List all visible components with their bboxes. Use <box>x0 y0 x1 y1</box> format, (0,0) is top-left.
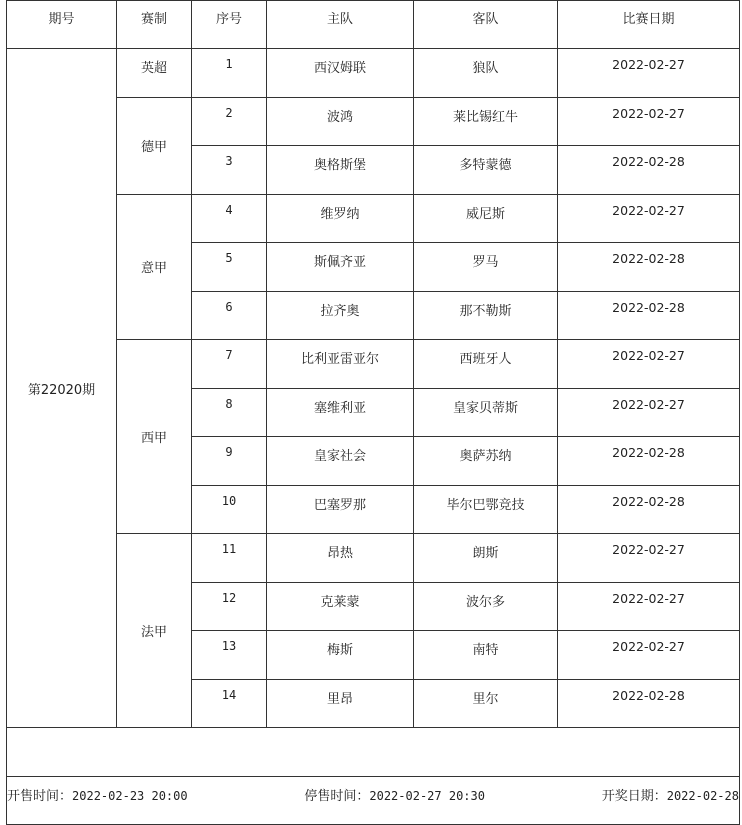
seq-cell: 3 <box>192 146 267 195</box>
seq-cell: 7 <box>192 340 267 389</box>
home-team-cell: 维罗纳 <box>267 194 414 243</box>
away-team-cell: 威尼斯 <box>414 194 558 243</box>
home-team-cell: 梅斯 <box>267 631 414 680</box>
blank-cell <box>7 728 740 777</box>
blank-row <box>7 728 740 777</box>
seq-cell: 13 <box>192 631 267 680</box>
league-cell-premier: 英超 <box>117 49 192 98</box>
seq-cell: 6 <box>192 291 267 340</box>
draw-date-label: 开奖日期： <box>601 788 667 804</box>
home-team-cell: 塞维利亚 <box>267 388 414 437</box>
match-date-cell: 2022-02-28 <box>558 485 740 534</box>
sale-start-info <box>7 785 188 804</box>
match-date-cell: 2022-02-27 <box>558 388 740 437</box>
away-team-cell: 里尔 <box>414 679 558 728</box>
header-home-team: 主队 <box>267 1 414 49</box>
match-date-cell: 2022-02-27 <box>558 49 740 98</box>
match-schedule-table <box>6 0 740 825</box>
seq-cell: 8 <box>192 388 267 437</box>
home-team-cell: 比利亚雷亚尔 <box>267 340 414 389</box>
seq-cell: 5 <box>192 243 267 292</box>
away-team-cell: 南特 <box>414 631 558 680</box>
home-team-cell: 西汉姆联 <box>267 49 414 98</box>
home-team-cell: 里昂 <box>267 679 414 728</box>
away-team-cell: 那不勒斯 <box>414 291 558 340</box>
header-issue: 期号 <box>7 1 117 49</box>
home-team-cell: 拉齐奥 <box>267 291 414 340</box>
league-cell-serie-a: 意甲 <box>117 194 192 340</box>
away-team-cell: 莱比锡红牛 <box>414 97 558 146</box>
match-date-cell: 2022-02-27 <box>558 582 740 631</box>
seq-cell: 14 <box>192 679 267 728</box>
footer-info <box>7 785 739 804</box>
match-date-cell: 2022-02-27 <box>558 534 740 583</box>
match-date-cell: 2022-02-27 <box>558 97 740 146</box>
away-team-cell: 毕尔巴鄂竞技 <box>414 485 558 534</box>
header-seq: 序号 <box>192 1 267 49</box>
table-row <box>7 340 740 389</box>
issue-number-cell: 第22020期 <box>7 49 117 728</box>
seq-cell: 2 <box>192 97 267 146</box>
away-team-cell: 皇家贝蒂斯 <box>414 388 558 437</box>
footer-cell <box>7 776 740 825</box>
home-team-cell: 奥格斯堡 <box>267 146 414 195</box>
table-row <box>7 49 740 98</box>
away-team-cell: 奥萨苏纳 <box>414 437 558 486</box>
seq-cell: 10 <box>192 485 267 534</box>
table-row <box>7 97 740 146</box>
footer-row <box>7 776 740 825</box>
header-away-team: 客队 <box>414 1 558 49</box>
home-team-cell: 皇家社会 <box>267 437 414 486</box>
home-team-cell: 巴塞罗那 <box>267 485 414 534</box>
home-team-cell: 斯佩齐亚 <box>267 243 414 292</box>
table-row <box>7 534 740 583</box>
match-date-cell: 2022-02-28 <box>558 679 740 728</box>
away-team-cell: 波尔多 <box>414 582 558 631</box>
away-team-cell: 罗马 <box>414 243 558 292</box>
header-row <box>7 1 740 49</box>
sale-start-label: 开售时间： <box>7 788 73 804</box>
match-date-cell: 2022-02-27 <box>558 194 740 243</box>
home-team-cell: 波鸿 <box>267 97 414 146</box>
seq-cell: 12 <box>192 582 267 631</box>
seq-cell: 9 <box>192 437 267 486</box>
seq-cell: 11 <box>192 534 267 583</box>
seq-cell: 1 <box>192 49 267 98</box>
table-row <box>7 194 740 243</box>
draw-date-info <box>602 785 739 804</box>
draw-date-value: 2022-02-28 <box>666 788 739 803</box>
away-team-cell: 多特蒙德 <box>414 146 558 195</box>
match-date-cell: 2022-02-28 <box>558 291 740 340</box>
sale-start-value: 2022-02-23 20:00 <box>72 788 188 803</box>
header-league: 赛制 <box>117 1 192 49</box>
match-date-cell: 2022-02-27 <box>558 631 740 680</box>
league-cell-ligue-1: 法甲 <box>117 534 192 728</box>
league-cell-la-liga: 西甲 <box>117 340 192 534</box>
seq-cell: 4 <box>192 194 267 243</box>
away-team-cell: 朗斯 <box>414 534 558 583</box>
league-cell-bundesliga: 德甲 <box>117 97 192 194</box>
match-date-cell: 2022-02-28 <box>558 146 740 195</box>
home-team-cell: 昂热 <box>267 534 414 583</box>
sale-stop-label: 停售时间： <box>304 788 370 804</box>
match-schedule-sheet <box>6 0 739 806</box>
sale-stop-value: 2022-02-27 20:30 <box>369 788 485 803</box>
sale-stop-info <box>304 785 485 804</box>
header-match-date: 比赛日期 <box>558 1 740 49</box>
match-date-cell: 2022-02-27 <box>558 340 740 389</box>
away-team-cell: 狼队 <box>414 49 558 98</box>
match-date-cell: 2022-02-28 <box>558 437 740 486</box>
home-team-cell: 克莱蒙 <box>267 582 414 631</box>
away-team-cell: 西班牙人 <box>414 340 558 389</box>
match-date-cell: 2022-02-28 <box>558 243 740 292</box>
